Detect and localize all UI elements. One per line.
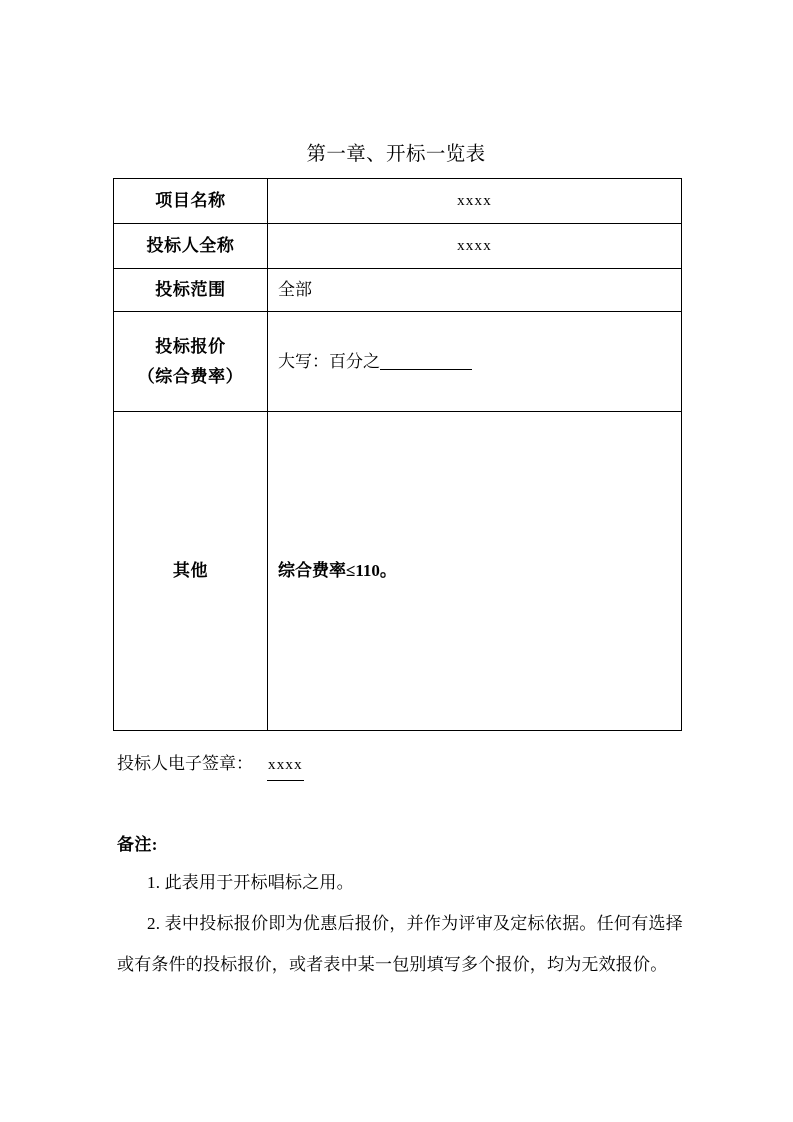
signature-line — [117, 750, 304, 781]
table-row-label-cell — [114, 269, 268, 312]
other-notes-value[interactable]: 综合费率≤110。 — [278, 561, 397, 580]
page-title: 第一章、开标一览表 — [306, 144, 486, 165]
bid-scope-value[interactable]: 全部 — [278, 280, 312, 299]
note-item: 1. 此表用于开标唱标之用。 — [147, 873, 354, 892]
table-row-value-cell[interactable] — [268, 412, 682, 731]
signature-label: 投标人电子签章： — [117, 754, 253, 773]
bid-price-prefix: 大写：百分之 — [278, 351, 380, 371]
notes-section — [117, 828, 683, 985]
row-label-secondary: （综合费率） — [137, 366, 244, 386]
table-row — [114, 269, 682, 312]
table-row-value-cell[interactable] — [268, 269, 682, 312]
project-name-value[interactable]: xxxx — [457, 192, 492, 209]
table-row — [114, 312, 682, 412]
table-row-value-cell[interactable] — [268, 312, 682, 412]
table-row-label-cell — [114, 412, 268, 731]
table-row — [114, 179, 682, 224]
table-row — [114, 224, 682, 269]
row-label: 投标报价 — [155, 336, 226, 356]
table-row-value-cell[interactable] — [268, 179, 682, 224]
row-label: 投标人全称 — [146, 236, 235, 255]
bidder-name-value[interactable]: xxxx — [457, 237, 492, 254]
notes-title: 备注: — [117, 835, 158, 854]
table-row — [114, 412, 682, 731]
table-row-value-cell[interactable] — [268, 224, 682, 269]
bid-opening-table — [113, 178, 682, 731]
table-row-label-cell — [114, 179, 268, 224]
row-label: 投标范围 — [155, 280, 226, 299]
row-label: 其他 — [172, 561, 209, 580]
bid-price-value-wrap[interactable] — [268, 343, 681, 381]
signature-value[interactable]: xxxx — [267, 751, 304, 781]
note-item: 2. 表中投标报价即为优惠后报价，并作为评审及定标依据。任何有选择或有条件的投标报价，或者表中某一包别填写多个报价，均为无效报价。 — [117, 914, 683, 974]
bid-price-blank-field[interactable] — [380, 352, 472, 370]
table-row-label-cell — [114, 312, 268, 412]
row-label: 项目名称 — [155, 191, 226, 210]
table-row-label-cell — [114, 224, 268, 269]
